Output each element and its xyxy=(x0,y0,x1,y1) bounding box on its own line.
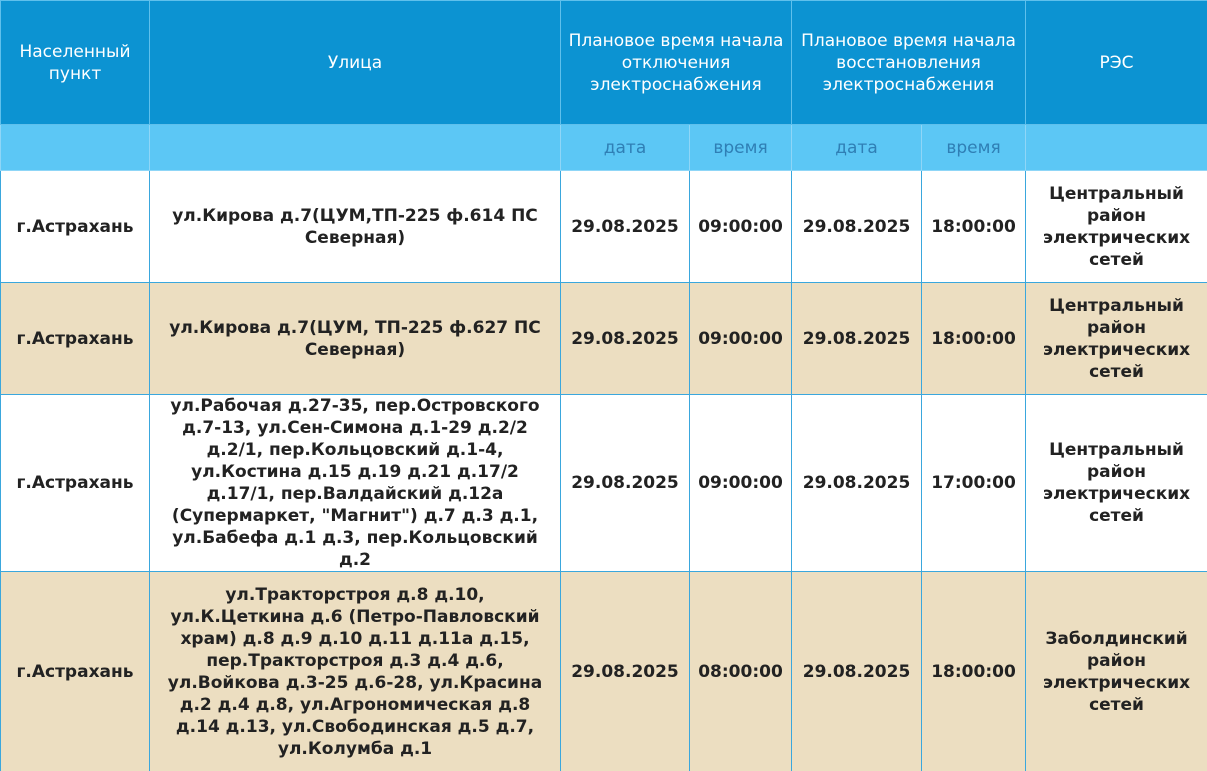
cell-on-time: 18:00:00 xyxy=(922,171,1026,283)
cell-on-date: 29.08.2025 xyxy=(792,395,922,572)
cell-on-date: 29.08.2025 xyxy=(792,171,922,283)
cell-on-time: 18:00:00 xyxy=(922,572,1026,771)
cell-res: Центральный район электрических сетей xyxy=(1026,283,1207,395)
table-row xyxy=(1,395,1207,572)
cell-street: ул.Рабочая д.27-35, пер.Островского д.7-13, ул.Сен-Симона д.1-29 д.2/2 д.2/1, пер.Кольцовский д.1-4, ул.Костина д.15 д.19 д.21 д.17/2 д.17/1, пер.Валдайский д.12а (Супермаркет, "Магнит") д.7 д.3 д.1, ул.Бабефа д.1 д.3, пер.Кольцовский д.2 xyxy=(150,395,561,572)
cell-settlement: г.Астрахань xyxy=(1,395,150,572)
cell-off-time: 09:00:00 xyxy=(690,171,792,283)
cell-res: Центральный район электрических сетей xyxy=(1026,171,1207,283)
cell-settlement: г.Астрахань xyxy=(1,283,150,395)
header-street: Улица xyxy=(150,1,561,125)
subheader-empty xyxy=(1026,125,1207,171)
table-row xyxy=(1,572,1207,771)
cell-street: ул.Кирова д.7(ЦУМ, ТП-225 ф.627 ПС Северная) xyxy=(150,283,561,395)
cell-off-time: 09:00:00 xyxy=(690,283,792,395)
header-res: РЭС xyxy=(1026,1,1207,125)
cell-res: Центральный район электрических сетей xyxy=(1026,395,1207,572)
header-restore-start: Плановое время начала восстановления электроснабжения xyxy=(792,1,1026,125)
subheader-on-date: дата xyxy=(792,125,922,171)
subheader-off-date: дата xyxy=(561,125,690,171)
cell-on-time: 17:00:00 xyxy=(922,395,1026,572)
cell-off-date: 29.08.2025 xyxy=(561,171,690,283)
table-row xyxy=(1,283,1207,395)
subheader-off-time: время xyxy=(690,125,792,171)
cell-off-time: 09:00:00 xyxy=(690,395,792,572)
header-off-start: Плановое время начала отключения электроснабжения xyxy=(561,1,792,125)
header-row xyxy=(1,1,1207,125)
cell-settlement: г.Астрахань xyxy=(1,572,150,771)
cell-on-time: 18:00:00 xyxy=(922,283,1026,395)
cell-on-date: 29.08.2025 xyxy=(792,283,922,395)
subheader-empty xyxy=(1,125,150,171)
cell-off-date: 29.08.2025 xyxy=(561,572,690,771)
cell-on-date: 29.08.2025 xyxy=(792,572,922,771)
cell-street: ул.Тракторстроя д.8 д.10, ул.К.Цеткина д.6 (Петро-Павловский храм) д.8 д.9 д.10 д.11 д.11а д.15, пер.Тракторстроя д.3 д.4 д.6, ул.Войкова д.3-25 д.6-28, ул.Красина д.2 д.4 д.8, ул.Агрономическая д.8 д.14 д.13, ул.Свободинская д.5 д.7, ул.Колумба д.1 xyxy=(150,572,561,771)
cell-street: ул.Кирова д.7(ЦУМ,ТП-225 ф.614 ПС Северная) xyxy=(150,171,561,283)
cell-res: Заболдинский район электрических сетей xyxy=(1026,572,1207,771)
cell-off-date: 29.08.2025 xyxy=(561,395,690,572)
table-row xyxy=(1,171,1207,283)
cell-off-time: 08:00:00 xyxy=(690,572,792,771)
subheader-row xyxy=(1,125,1207,171)
header-settlement: Населенный пункт xyxy=(1,1,150,125)
subheader-on-time: время xyxy=(922,125,1026,171)
subheader-empty xyxy=(150,125,561,171)
cell-off-date: 29.08.2025 xyxy=(561,283,690,395)
cell-settlement: г.Астрахань xyxy=(1,171,150,283)
